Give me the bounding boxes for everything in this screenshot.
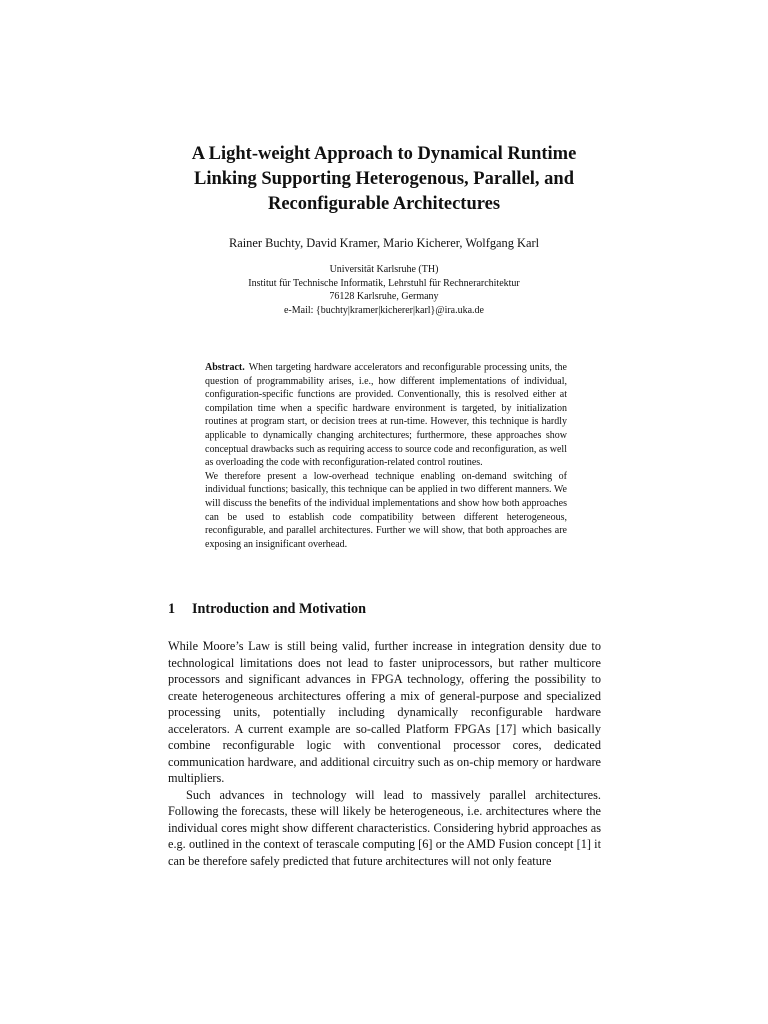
author-list: Rainer Buchty, David Kramer, Mario Kicherer, Wolfgang Karl xyxy=(228,236,540,250)
abstract-label: Abstract. xyxy=(205,362,245,373)
abstract-block xyxy=(205,361,567,551)
section-number: 1 xyxy=(168,601,176,617)
affiliation-address: 76128 Karlsruhe, Germany xyxy=(329,291,439,303)
affiliation-email: e-Mail: {buchty|kramer|kicherer|karl}@ira.uka.de xyxy=(283,305,484,317)
title-line: Reconfigurable Architectures xyxy=(267,194,501,214)
body-paragraph: Such advances in technology will lead to massively parallel architectures. Following the forecasts, these will likely be heterogeneous, i.e. architectures where the individual cores might show different characteristics. Considering hybrid approaches as e.g. outlined in the context of terascale computing [6] or the AMD Fusion concept [1] it can be therefore safely predicted that future architectures will not only feature xyxy=(168,787,601,868)
section-heading xyxy=(168,600,608,618)
abstract-paragraph xyxy=(205,361,567,470)
body-text xyxy=(168,638,601,869)
affiliation-university: Universität Karlsruhe (TH) xyxy=(329,264,439,275)
abstract-text: When targeting hardware accelerators and reconfigurable processing units, the question of programmability arises, i.e., how different implementations of individual, configuration-specific functions are provided. Conventionally, this is resolved either at compilation time when a specific hardware environment is targeted, by initialization routines at program start, or decision trees at run-time. However, this technique is hardly applicable to dynamically changing architectures; furthermore, these approaches show conceptual drawbacks such as requiring access to source code and reconfiguration, as well as overloading the code with reconfiguration-related control routines. xyxy=(205,362,567,469)
affiliation-block xyxy=(150,263,618,318)
affiliation-institute: Institut für Technische Informatik, Lehrstuhl für Rechnerarchitektur xyxy=(248,277,520,289)
paper-title xyxy=(150,142,618,217)
section-title: Introduction and Motivation xyxy=(192,601,366,617)
title-line: Linking Supporting Heterogenous, Parallel, and xyxy=(194,169,574,189)
title-line: A Light-weight Approach to Dynamical Runtime xyxy=(191,144,577,164)
body-paragraph: While Moore’s Law is still being valid, further increase in integration density due to technological limitations does not lead to faster uniprocessors, but rather multicore processors and significant advances in FPGA technology, offering the possibility to create heterogeneous architectures offering a mix of general-purpose and specialized processing units, potentially including dynamically reconfigurable hardware accelerators. A current example are so-called Platform FPGAs [17] which basically combine reconfigurable logic with conventional processor cores, dedicated communication hardware, and additional circuitry such as on-chip memory or hardware multipliers. xyxy=(168,639,601,785)
abstract-paragraph: We therefore present a low-overhead technique enabling on-demand switching of individual functions; basically, this technique can be applied in two different manners. We will discuss the benefits of the individual implementations and show how both approaches can be used to establish code compatibility between different heterogeneous, reconfigurable, and parallel architectures. Further we will show, that both approaches are exposing an insignificant overhead. xyxy=(205,470,567,550)
